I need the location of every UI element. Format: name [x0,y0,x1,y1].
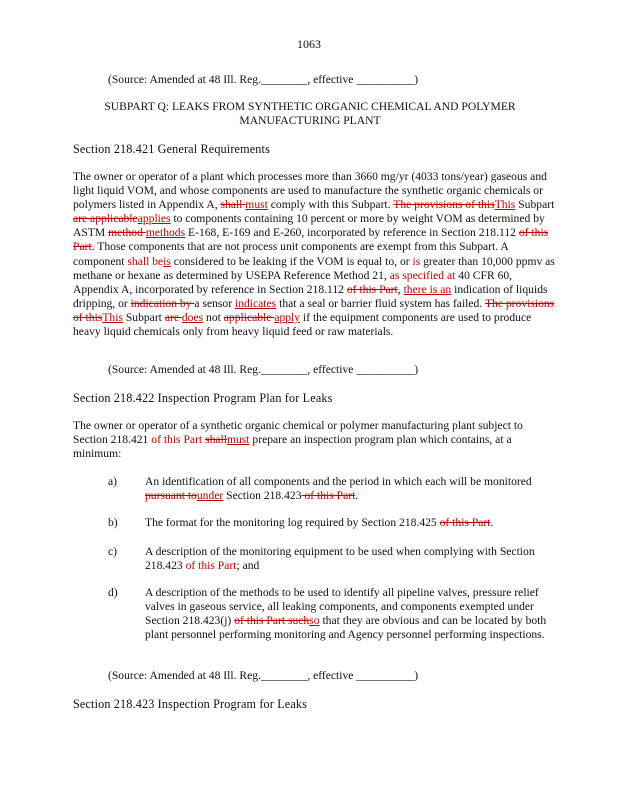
section-421-body: The owner or operator of a plant which processes more than 3660 mg/yr (4033 tons/year) gaseous and light liquid VOM, and whose components are used to manufacture the synthetic organic chemicals or polymers listed in Appendix A, shall must comply with this Subpart. The provisions of thisThis Subpart are applicableapplies to components containing 10 percent or more by weight VOM as determined by ASTM method methods E-168, E-169 and E-260, incorporated by reference in Section 218.112 of this Part. Those components that are not process unit components are exempt from this Subpart. A component shall beis considered to be leaking if the VOM is equal to, or is greater than 10,000 ppmv as methane or hexane as determined by USEPA Reference Method 21, as specified at 40 CFR 60, Appendix A, incorporated by reference in Section 218.112 of this Part, there is an indication of liquids dripping, or indication by a sensor indicates that a seal or barrier fluid system has failed. The provisions of thisThis Subpart are does not applicable apply if the equipment components are used to produce heavy liquid chemicals only from heavy liquid feed or raw materials. [73,170,555,339]
section-422-heading: Section 218.422 Inspection Program Plan for Leaks [73,391,333,405]
deleted-text: method [108,226,146,240]
deleted-text: are applicable [73,212,138,226]
item-letter: b) [108,516,118,529]
revised-text: as specified at [389,268,456,282]
inserted-text: applies [137,212,171,226]
subpart-title: SUBPART Q: LEAKS FROM SYNTHETIC ORGANIC CHEMICAL AND POLYMER MANUFACTURING PLANT [104,100,516,127]
deleted-text: shall [205,433,227,447]
item-text: A description of the monitoring equipment to be used when complying with Section 218.423 of this Part; and [145,545,535,573]
deleted-text: of this Part such [234,614,310,628]
deleted-text: of this Part [301,489,356,503]
source-note-3: (Source: Amended at 48 Ill. Reg.________, effective __________) [108,669,419,682]
revised-text: is [412,254,421,268]
inserted-text: does [181,310,204,324]
item-text: An identification of all components and the period in which each will be monitored pursuant tounder Section 218.423 of this Part. [145,475,532,503]
inserted-text: This [494,198,516,212]
inserted-text: indicates [234,296,277,310]
deleted-text: The provisions of this [73,296,555,324]
deleted-text: of this Part [439,516,491,529]
inserted-text: must [226,433,250,447]
revised-text: of this Part [151,433,203,447]
item-letter: d) [108,586,118,599]
deleted-text: applicable [223,310,275,324]
revised-text: shall be [127,254,164,268]
item-text: A description of the methods to be used to identify all pipeline valves, pressure relief valves in gaseous service, all leaking components, and components exempted under Section 218.423(j) of this Part suchso that they are obvious and can be located by both plant personnel performing monitoring and Agency personnel performing inspections. [145,586,547,642]
inserted-text: apply [274,310,301,324]
inserted-text: is [163,254,171,268]
item-letter: a) [108,475,118,488]
section-423-heading: Section 218.423 Inspection Program for Leaks [73,697,308,711]
source-note-1: (Source: Amended at 48 Ill. Reg.________, effective __________) [108,73,419,86]
page-number: 1063 [297,37,321,51]
deleted-text: indication by [130,296,195,310]
deleted-text: shall [220,198,246,212]
inserted-text: there is an [403,282,452,296]
deleted-text: The provisions of this [393,198,495,212]
inserted-text: methods [145,226,186,240]
revised-text: of this Part [185,559,237,573]
inserted-text: This [102,310,123,324]
deleted-text: of this Part [346,282,398,296]
deleted-text: are [164,310,182,324]
source-note-2: (Source: Amended at 48 Ill. Reg.________, effective __________) [108,363,419,376]
item-letter: c) [108,545,118,558]
section-421-heading: Section 218.421 General Requirements [73,142,270,156]
section-422-intro: The owner or operator of a synthetic organic chemical or polymer manufacturing plant subject to Section 218.421 of this Part shallmust prepare an inspection program plan which contains, at a minimum: [73,419,523,461]
item-text: The format for the monitoring log required by Section 218.425 of this Part. [145,516,494,529]
deleted-text: pursuant to [145,489,197,503]
inserted-text: under [196,489,224,503]
inserted-text: so [309,614,320,628]
inserted-text: must [245,198,268,212]
deleted-text: of this Part [73,226,549,254]
